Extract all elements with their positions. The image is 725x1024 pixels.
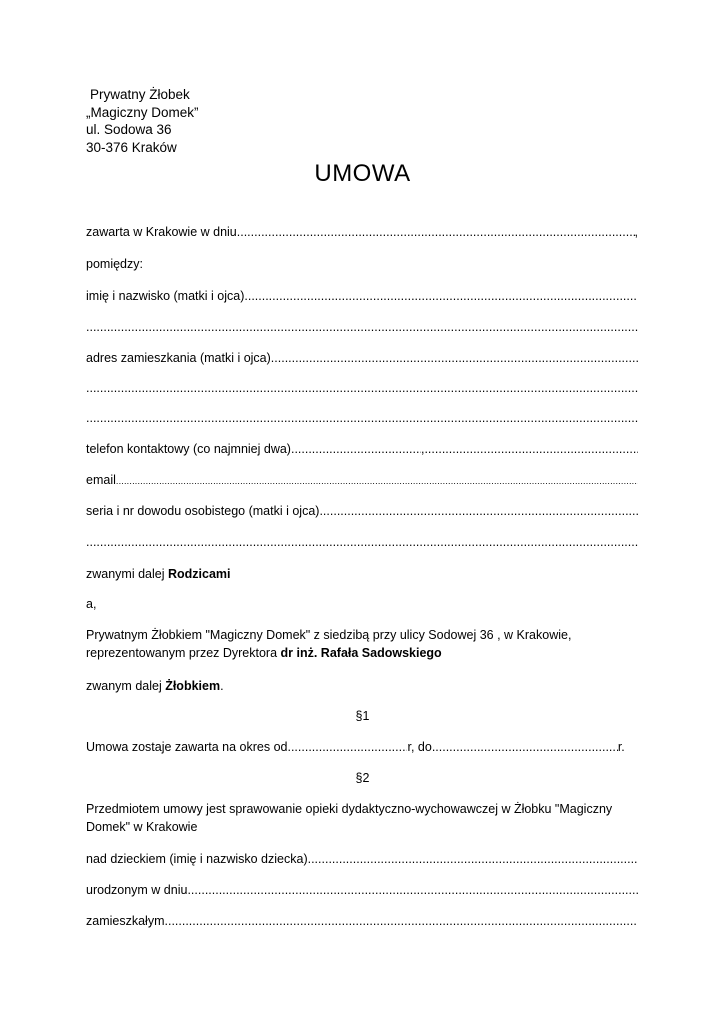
line-address-cont-2 <box>86 410 638 426</box>
line-phone: telefon kontaktowy (co najmniej dwa) ..... , ..... <box>86 441 638 457</box>
term-nursery: Żłobkiem <box>165 679 221 693</box>
fill-dots <box>319 503 638 519</box>
paragraph-1-heading: §1 <box>355 709 370 723</box>
line-subject-2: Domek" w Krakowie <box>86 820 198 834</box>
line-called-nursery: zwanym dalej Żłobkiem. <box>86 679 224 693</box>
document-title: UMOWA <box>314 160 411 187</box>
line-parents-name-cont <box>86 319 638 335</box>
line-child-birthdate: urodzonym w dniu ..... <box>86 882 638 898</box>
line-term-period: Umowa zostaje zawarta na okres od ..... r, do ..... r. <box>86 739 638 755</box>
line-id-card: seria i nr dowodu osobistego (matki i ojca) ..... <box>86 503 638 519</box>
line-and: a, <box>86 597 97 611</box>
fill-dots <box>271 350 638 366</box>
line-id-card-cont <box>86 534 638 550</box>
fill-dots <box>86 380 638 396</box>
line-email: email ..... <box>86 472 638 489</box>
line-child-residence: zamieszkałym ..... <box>86 913 638 929</box>
line-address: adres zamieszkania (matki i ojca) ..... <box>86 350 638 366</box>
fill-dots <box>116 472 638 489</box>
line-parents-name: imię i nazwisko (matki i ojca) ..... <box>86 288 638 304</box>
line-nursery-1: Prywatnym Żłobkiem "Magiczny Domek" z siedzibą przy ulicy Sodowej 36 , w Krakowie, <box>86 628 572 642</box>
fill-dots <box>187 882 638 898</box>
address-line-brand: „Magiczny Domek” <box>86 104 199 120</box>
line-called-parents: zwanymi dalej Rodzicami <box>86 567 231 581</box>
line-between: pomiędzy: <box>86 257 143 271</box>
fill-dots <box>244 288 638 304</box>
line-nursery-2: reprezentowanym przez Dyrektora dr inż. Rafała Sadowskiego <box>86 646 442 660</box>
line-concluded-date: zawarta w Krakowie w dniu ..... , <box>86 224 638 240</box>
fill-dots <box>291 441 421 457</box>
line-subject-1: Przedmiotem umowy jest sprawowanie opieki dydaktyczno-wychowawczej w Żłobku "Magiczny <box>86 802 613 816</box>
fill-dots <box>308 851 638 867</box>
fill-dots <box>424 441 638 457</box>
fill-dots <box>165 913 639 929</box>
line-child-name: nad dzieckiem (imię i nazwisko dziecka) ..... <box>86 851 638 867</box>
address-line-city: 30-376 Kraków <box>86 139 177 155</box>
director-name: dr inż. Rafała Sadowskiego <box>280 646 442 660</box>
term-parents: Rodzicami <box>167 567 231 581</box>
fill-dots <box>86 534 638 550</box>
nursery-address-block <box>86 86 199 156</box>
line-address-cont-1 <box>86 380 638 396</box>
address-line-street: ul. Sodowa 36 <box>86 122 172 137</box>
paragraph-2-heading: §2 <box>355 771 370 785</box>
fill-dots <box>86 319 638 335</box>
fill-dots <box>287 739 407 755</box>
fill-dots <box>432 739 618 755</box>
fill-dots <box>237 224 635 240</box>
address-line-name: Prywatny Żłobek <box>90 87 190 102</box>
fill-dots <box>86 410 638 426</box>
